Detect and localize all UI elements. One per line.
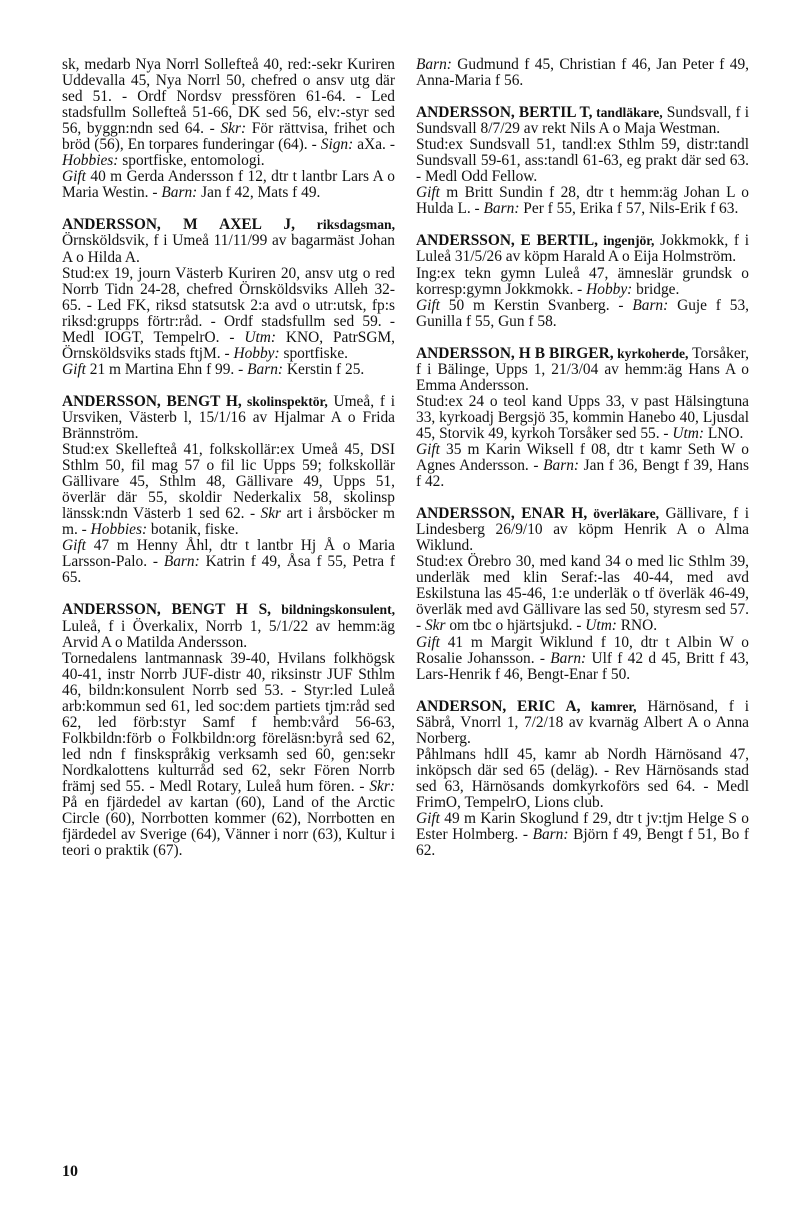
biography-entry [416, 233, 749, 329]
text-segment: Stud:ex Skellefteå 41, folkskollär:ex Umeå 45, DSI Sthlm 50, fil mag 57 o fil lic Upps 59; folkskollär Gällivare 45, Sthlm 48, Gällivare 49, Upps 51, överlär där 55, skoldir Nederkalix 58, skolinsp länssk:ndn Västerb 1 sed 62. - [62, 441, 395, 523]
entry-heading-paragraph [62, 602, 395, 650]
entry-heading-paragraph [416, 105, 749, 137]
entry-occupation: tandläkare, [592, 105, 663, 121]
field-label: Gift [416, 184, 440, 202]
field-label: Utm: [244, 328, 277, 346]
biography-entry [416, 699, 749, 859]
text-segment: 47 m Henny Åhl, dtr t lantbr Hj Å o Maria Larsson-Palo. - [62, 537, 395, 571]
entry-occupation: riksdagsman, [294, 217, 395, 233]
field-label: Barn: [247, 360, 284, 378]
biography-entry [416, 105, 749, 217]
text-segment: 40 m Gerda Andersson f 12, dtr t lantbr Lars A o Maria Westin. - [62, 168, 395, 202]
field-label: Barn: [161, 184, 198, 202]
entry-occupation: bildningskonsulent, [270, 602, 395, 618]
entry-heading-paragraph [416, 699, 749, 747]
text-segment: Stud:ex Sundsvall 51, tandl:ex Sthlm 59, distr:tandl Sundsvall 59-61, ass:tandl 61-63, eg prakt där sed 63. - Medl Odd Fellow. [416, 136, 749, 186]
field-label: Gift [416, 440, 440, 458]
text-segment: 49 m Karin Skoglund f 29, dtr t jv:tjm Helge S o Ester Holmberg. - [416, 809, 749, 844]
text-segment: art i årsböcker m m. - [62, 505, 395, 539]
field-label: Hobby: [586, 280, 633, 298]
entry-paragraph [416, 747, 749, 811]
field-label: Barn: [416, 56, 452, 73]
field-label: Gift [416, 633, 440, 651]
field-label: Barn: [163, 553, 200, 571]
field-label: Barn: [632, 296, 669, 314]
biography-entry [416, 506, 749, 683]
text-segment: Gudmund f 45, Christian f 46, Jan Peter f 49, Anna-Maria f 56. [416, 56, 749, 90]
field-label: Gift [416, 809, 440, 827]
field-label: Hobbies: [62, 152, 119, 170]
entry-name: ANDERSSON, E BERTIL, [416, 232, 598, 250]
text-segment: 21 m Martina Ehn f 99. - [85, 360, 248, 378]
text-segment: LNO. [704, 424, 744, 442]
entry-paragraph [416, 442, 749, 490]
text-segment: Torsåker, f i Bälinge, Upps 1, 21/3/04 av hemm:äg Hans A o Emma Andersson. [416, 344, 750, 394]
text-segment: KNO, PatrSGM, Örnsköldsviks stads ftjM. - [62, 328, 395, 362]
entry-occupation: skolinspektör, [241, 393, 328, 409]
text-segment: sportfiske, entomologi. [118, 152, 265, 170]
entry-heading-paragraph [416, 506, 749, 554]
field-label: Skr: [369, 777, 395, 795]
text-segment: Örnsköldsvik, f i Umeå 11/11/99 av bagarmäst Johan A o Hilda A. [62, 232, 395, 266]
text-segment: RNO. [616, 617, 658, 635]
field-label: Hobby: [233, 344, 280, 362]
text-segment: För rättvisa, frihet och bröd (56), En torpares funderingar (64). - [62, 120, 395, 154]
text-segment: Björn f 49, Bengt f 51, Bo f 62. [416, 826, 750, 860]
text-segment: Stud:ex 19, journ Västerb Kuriren 20, ansv utg o red Norrb Tidn 24-28, chefred Örnsköldsviks Alleh 32-65. - Led FK, riksd statsutsk 2:a avd o utr:utsk, fp:s riksd:grupps förtr:råd. - Ordf stadsfullm sed 59. - Medl IOGT, TempelrO. - [62, 264, 395, 346]
entry-paragraph [62, 442, 395, 538]
text-segment: Jan f 42, Mats f 49. [197, 184, 321, 202]
field-label: Utm: [585, 617, 617, 635]
text-segment: På en fjärdedel av kartan (60), Land of the Arctic Circle (60), Norrbotten kommer (62), Norrbotten en fjärdedel av Sverige (64), Vänner i norr (63), Kultur i teori o praktik (67). [62, 794, 395, 860]
field-label: Gift [62, 537, 86, 555]
text-segment: Härnösand, f i Säbrå, Vnorrl 1, 7/2/18 av kvarnäg Albert A o Anna Norberg. [416, 697, 749, 747]
text-segment: 35 m Karin Wiksell f 08, dtr t kamr Seth W o Agnes Andersson. - [416, 440, 749, 475]
text-segment: Tornedalens lantmannask 39-40, Hvilans folkhögsk 40-41, instr Norrb JUF-distr 40, riksinstr JUF Sthlm 46, bildn:konsulent Norrb sed 53. - Styr:led Luleå arb:kommun sed 61, led soc:dem partiets tjm:råd sed 62, led förb:styr Samf f hemb:vård 56-63, Folkbildn:förb o Folkbildn:org föreläsn:byrå sed 62, led ndn f finskspråkig verksamh sed 60, gen:sekr Nordkalottens kulturråd sed 62, sekr Fören Norrb främj sed 55. - Medl Rotary, Luleå hum fören. - [62, 649, 395, 795]
entry-heading-paragraph [416, 346, 749, 394]
text-segment: 50 m Kerstin Svanberg. - [439, 296, 633, 314]
text-segment: Jan f 36, Bengt f 39, Hans f 42. [416, 457, 749, 491]
text-segment: om tbc o hjärtsjukd. - [445, 617, 586, 635]
text-segment: Stud:ex 24 o teol kand Upps 33, v past Hälsingtuna 33, kyrkoadj Bergsjö 35, kommin Hanebo 40, Ljusdal 45, Storvik 49, kyrkoh Torsåker sed 55. - [416, 392, 749, 442]
text-segment: Stud:ex Örebro 30, med kand 34 o med lic Sthlm 39, underläk med klin Seraf:-las 40-44, med avd Eskilstuna las 45-46, 1:e underläk o tf överläk 46-49, överläk med avd Gällivare las sed 50, styresm sed 57. - [416, 553, 749, 635]
field-label: Skr [260, 505, 282, 523]
right-column [416, 57, 749, 875]
text-segment: Ulf f 42 d 45, Britt f 43, Lars-Henrik f 46, Bengt-Enar f 50. [416, 649, 749, 683]
entry-name: ANDERSSON, H B BIRGER, [416, 344, 614, 362]
entry-paragraph [62, 266, 395, 362]
entry-paragraph [416, 811, 749, 859]
entry-paragraph [416, 185, 749, 217]
entry-heading-paragraph [62, 394, 395, 442]
page-number: 10 [62, 1163, 78, 1180]
text-segment: Katrin f 49, Åsa f 55, Petra f 65. [62, 553, 395, 587]
field-label: Skr [424, 617, 446, 635]
field-label: Gift [416, 296, 440, 314]
entry-name: ANDERSSON, BENGT H, [62, 392, 242, 410]
biography-entry [62, 602, 395, 859]
text-segment: aXa. - [353, 136, 395, 154]
entry-paragraph [416, 298, 749, 330]
entry-heading-paragraph [62, 217, 395, 265]
entry-heading-paragraph [416, 233, 749, 265]
entry-paragraph [416, 554, 749, 634]
field-label: Utm: [672, 424, 705, 442]
biography-entry [416, 346, 749, 490]
entry-paragraph [62, 169, 395, 201]
text-segment: Umeå, f i Ursviken, Västerb l, 15/1/16 av Hjalmar A o Frida Brännström. [62, 392, 395, 442]
field-label: Gift [62, 360, 86, 378]
entry-heading-paragraph [416, 57, 749, 89]
biography-entry [62, 394, 395, 587]
text-segment: m Britt Sundin f 28, dtr t hemm:äg Johan L o Hulda L. - [416, 184, 749, 218]
entry-paragraph [416, 266, 749, 298]
entry-paragraph [416, 635, 749, 683]
entry-occupation: kyrkoherde, [613, 345, 689, 361]
text-segment: Påhlmans hdlI 45, kamr ab Nordh Härnösand 47, inköpsch där sed 65 (deläg). - Rev Härnösands stad sed 63, Härnösands domkyrkoförs sed 64. - Medl FrimO, TempelrO, Lions club. [416, 745, 749, 811]
text-segment: Luleå, f i Överkalix, Norrb 1, 5/1/22 av hemm:äg Arvid A o Matilda Andersson. [62, 617, 395, 651]
text-segment: bridge. [632, 280, 680, 298]
field-label: Barn: [532, 826, 569, 844]
text-segment: Jokkmokk, f i Luleå 31/5/26 av köpm Harald A o Eija Holmström. [416, 232, 749, 266]
field-label: Sign: [320, 136, 354, 154]
entry-occupation: kamrer, [580, 698, 637, 714]
entry-occupation: överläkare, [587, 506, 660, 522]
text-segment: 41 m Margit Wiklund f 10, dtr t Albin W o Rosalie Johansson. - [416, 633, 749, 667]
entry-name: ANDERSSON, ENAR H, [416, 505, 588, 523]
entry-occupation: ingenjör, [597, 233, 655, 249]
entry-paragraph [62, 538, 395, 586]
text-segment: Sundsvall, f i Sundsvall 8/7/29 av rekt Nils A o Maja Westman. [416, 104, 749, 138]
entry-name: ANDERSON, ERIC A, [416, 697, 581, 715]
entry-paragraph [416, 394, 749, 442]
field-label: Gift [62, 168, 86, 186]
text-segment: sportfiske. [279, 344, 349, 362]
field-label: Hobbies: [90, 521, 148, 539]
text-segment: botanik, fiske. [147, 521, 239, 539]
text-segment: Guje f 53, Gunilla f 55, Gun f 58. [416, 296, 749, 330]
text-segment: sk, medarb Nya Norrl Sollefteå 40, red:-sekr Kuriren Uddevalla 45, Nya Norrl 50, chefred o ansv utg där sed 51. - Ordf Nordsv pressfören 61-64. - Led stadsfullm Sollefteå 51-66, DK sed 56, elv:-styr sed 56, byggn:ndn sed 64. - [62, 56, 395, 138]
entry-paragraph [62, 362, 395, 378]
left-column [62, 57, 395, 875]
entry-heading-paragraph [62, 57, 395, 169]
text-segment: Ing:ex tekn gymn Luleå 47, ämneslär grundsk o korresp:gymn Jokkmokk. - [416, 264, 749, 298]
field-label: Barn: [483, 200, 520, 218]
biography-entry [62, 57, 395, 201]
entry-name: ANDERSSON, M AXEL J, [62, 216, 295, 234]
field-label: Barn: [550, 649, 587, 667]
entry-name: ANDERSSON, BENGT H S, [62, 601, 271, 619]
field-label: Skr: [220, 120, 247, 138]
text-segment: Per f 55, Erika f 57, Nils-Erik f 63. [519, 200, 739, 218]
text-segment: Kerstin f 25. [283, 360, 365, 378]
entry-name: ANDERSSON, BERTIL T, [416, 104, 593, 122]
biography-entry [416, 57, 749, 89]
entry-paragraph [416, 137, 749, 185]
field-label: Barn: [543, 457, 580, 475]
biography-entry [62, 217, 395, 377]
entry-paragraph [62, 651, 395, 860]
text-segment: Gällivare, f i Lindesberg 26/9/10 av köpm Henrik A o Alma Wiklund. [416, 505, 749, 555]
